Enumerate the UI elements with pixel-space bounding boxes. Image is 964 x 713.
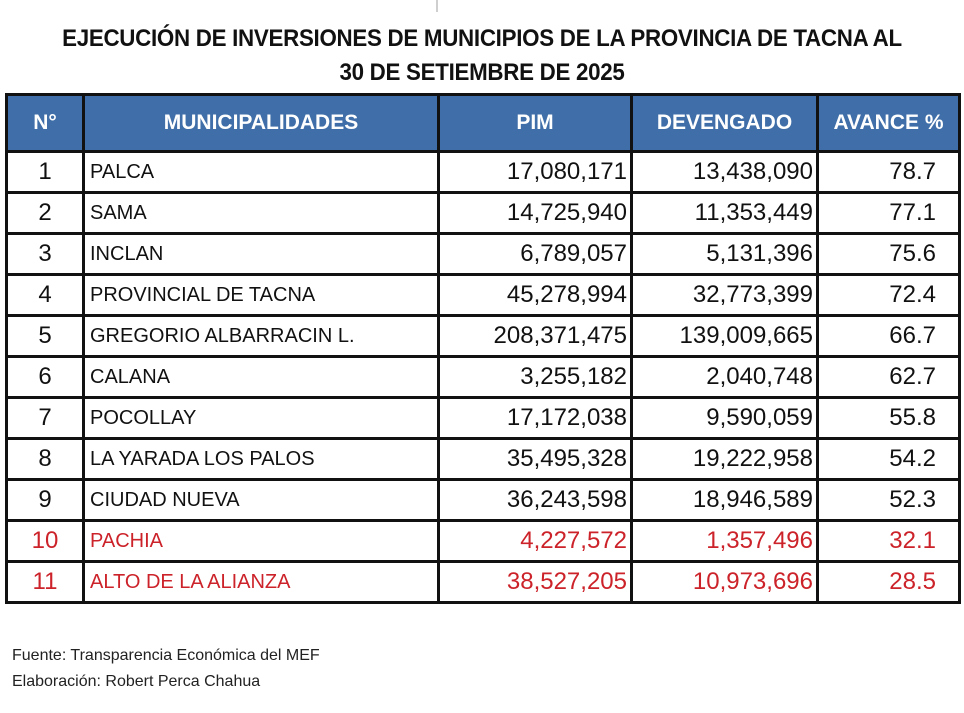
cell-number: 8 [7,439,84,480]
cell-pim: 38,527,205 [439,562,632,603]
cell-devengado: 1,357,496 [632,521,818,562]
cell-municipalidad: PROVINCIAL DE TACNA [84,275,439,316]
cell-pim: 36,243,598 [439,480,632,521]
cell-avance: 52.3 [818,480,960,521]
cell-pim: 35,495,328 [439,439,632,480]
cell-avance: 75.6 [818,234,960,275]
header-devengado: DEVENGADO [632,95,818,152]
divider-mark [436,0,438,12]
table-row [7,275,960,316]
table-row [7,398,960,439]
investment-table [5,93,961,604]
cell-devengado: 2,040,748 [632,357,818,398]
cell-avance: 32.1 [818,521,960,562]
title-line-1: EJECUCIÓN DE INVERSIONES DE MUNICIPIOS DE LA PROVINCIA DE TACNA AL [62,25,902,52]
table-header-row [7,95,960,152]
table-row [7,562,960,603]
cell-municipalidad: PALCA [84,152,439,193]
header-municipalidades: MUNICIPALIDADES [84,95,439,152]
cell-number: 4 [7,275,84,316]
cell-avance: 72.4 [818,275,960,316]
cell-devengado: 13,438,090 [632,152,818,193]
header-avance: AVANCE % [818,95,960,152]
cell-pim: 6,789,057 [439,234,632,275]
cell-number: 6 [7,357,84,398]
table-row [7,439,960,480]
table-row [7,234,960,275]
table-row [7,316,960,357]
cell-municipalidad: SAMA [84,193,439,234]
cell-devengado: 9,590,059 [632,398,818,439]
cell-avance: 78.7 [818,152,960,193]
cell-number: 11 [7,562,84,603]
cell-municipalidad: PACHIA [84,521,439,562]
cell-avance: 28.5 [818,562,960,603]
cell-devengado: 11,353,449 [632,193,818,234]
footer-source: Fuente: Transparencia Económica del MEF [12,647,320,664]
cell-avance: 55.8 [818,398,960,439]
cell-number: 5 [7,316,84,357]
cell-number: 2 [7,193,84,234]
cell-avance: 66.7 [818,316,960,357]
table-row [7,152,960,193]
cell-number: 9 [7,480,84,521]
cell-devengado: 32,773,399 [632,275,818,316]
cell-pim: 14,725,940 [439,193,632,234]
table-row [7,193,960,234]
cell-avance: 54.2 [818,439,960,480]
header-pim: PIM [439,95,632,152]
cell-municipalidad: INCLAN [84,234,439,275]
cell-municipalidad: POCOLLAY [84,398,439,439]
cell-pim: 17,080,171 [439,152,632,193]
cell-devengado: 10,973,696 [632,562,818,603]
cell-avance: 62.7 [818,357,960,398]
page-title [34,22,931,90]
cell-municipalidad: CIUDAD NUEVA [84,480,439,521]
cell-avance: 77.1 [818,193,960,234]
cell-number: 3 [7,234,84,275]
cell-pim: 4,227,572 [439,521,632,562]
title-line-2: 30 DE SETIEMBRE DE 2025 [339,59,625,86]
cell-number: 10 [7,521,84,562]
cell-devengado: 139,009,665 [632,316,818,357]
cell-pim: 17,172,038 [439,398,632,439]
footer-author: Elaboración: Robert Perca Chahua [12,673,261,690]
table-row [7,480,960,521]
cell-devengado: 19,222,958 [632,439,818,480]
cell-pim: 208,371,475 [439,316,632,357]
table-row [7,357,960,398]
cell-number: 7 [7,398,84,439]
table-row [7,521,960,562]
header-number: N° [7,95,84,152]
cell-municipalidad: LA YARADA LOS PALOS [84,439,439,480]
cell-municipalidad: ALTO DE LA ALIANZA [84,562,439,603]
cell-pim: 45,278,994 [439,275,632,316]
cell-number: 1 [7,152,84,193]
cell-municipalidad: CALANA [84,357,439,398]
cell-devengado: 18,946,589 [632,480,818,521]
cell-municipalidad: GREGORIO ALBARRACIN L. [84,316,439,357]
cell-devengado: 5,131,396 [632,234,818,275]
cell-pim: 3,255,182 [439,357,632,398]
